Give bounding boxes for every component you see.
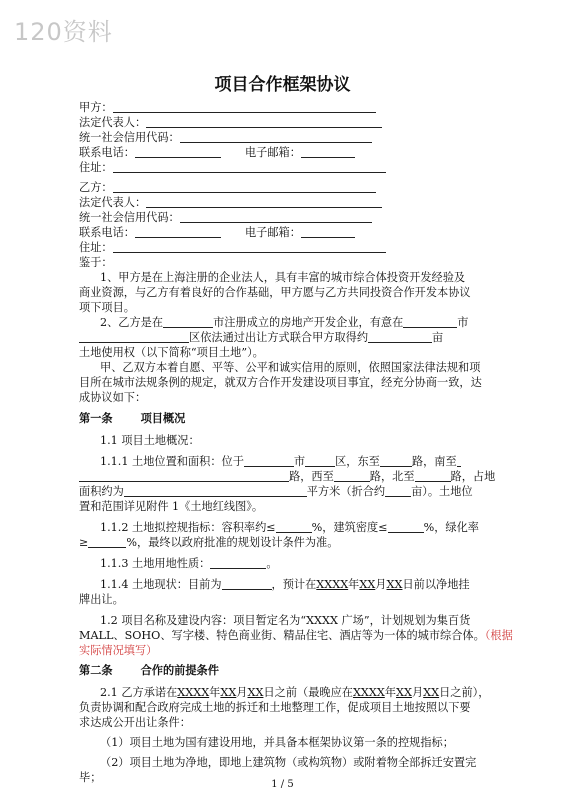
text: 市 (457, 316, 469, 329)
text: 路，西至 (289, 470, 334, 483)
year: XXXX (352, 686, 385, 699)
text: ≥ (79, 536, 89, 549)
para3-line2: 目所在城市法规条例的规定，就双方合作开发建设项目事宜，经充分协商一致，达 (79, 376, 482, 389)
s2-1-line2: 负责协调和配合政府完成土地的拆迁和土地整理工作，促成项目土地按照以下要 (79, 701, 471, 714)
text: 路，占地 (450, 470, 496, 483)
text: 1.1.1 土地位置和面积：位于 (100, 455, 244, 468)
s1-1-2-line2 (79, 536, 338, 550)
label: 法定代表人： (79, 196, 147, 209)
party-b-address-line (79, 241, 386, 255)
day: XX (247, 686, 264, 699)
text: 1.1.4 土地现状：目前为 (100, 578, 222, 591)
text: 日前以净地挂 (402, 578, 470, 591)
month: XX (396, 686, 412, 699)
party-b-name-line (79, 181, 376, 195)
article-number: 第二条 (79, 664, 113, 677)
article-title: 项目概况 (140, 412, 186, 425)
party-a-name-line (79, 101, 376, 115)
condition-2-line1: （2）项目土地为净地，即地上建筑物（或构筑物）或附着物全部拆迁安置完 (100, 756, 477, 769)
text: 月 (411, 686, 424, 699)
article-title: 合作的前提条件 (140, 664, 219, 677)
whereas-heading: 鉴于： (79, 256, 113, 269)
year: XXXX (177, 686, 210, 699)
label: 电子邮箱： (244, 226, 301, 239)
s1-1-4-line2: 牌出让。 (79, 593, 124, 606)
s1-2-line3-note: 实际情况填写） (79, 644, 158, 657)
text: 路，北至 (369, 470, 415, 483)
party-a-rep-line (79, 116, 382, 130)
text: %，最终以政府批准的规划设计条件为准。 (126, 536, 339, 549)
text: 市 (293, 455, 306, 468)
text: 日之前）， (439, 686, 490, 699)
article-2-heading (79, 664, 219, 678)
para1-line1: 1、甲方是在上海注册的企业法人，具有丰富的城市综合体投资开发经验及 (100, 271, 466, 284)
text: MALL、SOHO、写字楼、特色商业街、精品住宅、酒店等为一体的城市综合体。 (79, 629, 485, 642)
label: 联系电话： (79, 146, 135, 159)
text: 年 (209, 686, 221, 699)
text: %，绿化率 (423, 521, 479, 534)
day: XX (423, 686, 440, 699)
document-title: 项目合作框架协议 (214, 75, 351, 95)
text: 亩）。土地位 (411, 485, 473, 498)
para1-line2: 商业资源，与乙方有着良好的合作基础，甲方愿与乙方共同投资合作开发本协议 (79, 286, 471, 299)
para2-line3: 土地使用权（以下简称“项目土地”）。 (79, 346, 264, 359)
para3-line3: 成协议如下： (79, 391, 147, 404)
label: 法定代表人： (79, 116, 147, 129)
text: 2.1 乙方承诺在 (100, 686, 178, 699)
s1-1-1-line2 (79, 470, 495, 484)
label: 统一社会信用代码： (79, 131, 180, 144)
text: 1.1.3 土地用地性质： (100, 557, 211, 570)
text: 平方米（折合约 (306, 485, 386, 498)
label: 电子邮箱： (244, 146, 301, 159)
text: ，预计在 (271, 578, 317, 591)
text: %，建筑密度≤ (311, 521, 388, 534)
party-a-contact-line (79, 146, 355, 160)
text: 2、乙方是在 (100, 316, 164, 329)
article-1-heading (79, 412, 185, 426)
s1-2-line2 (79, 629, 513, 643)
s1-1-2-line1 (100, 521, 479, 535)
watermark: 120资料 (14, 18, 113, 46)
label: 住址： (79, 161, 113, 174)
day: XX (386, 578, 403, 591)
text: 区，东至 (335, 455, 380, 468)
text: 1.1.2 土地拟控规指标：容积率约≤ (100, 521, 276, 534)
label: 住址： (79, 241, 113, 254)
label: 联系电话： (79, 226, 135, 239)
month: XX (359, 578, 376, 591)
para2-line1 (100, 316, 468, 330)
text: 区依法通过出让方式联合甲方取得约 (189, 331, 369, 344)
party-a-credit-line (79, 131, 372, 145)
party-b-rep-line (79, 196, 382, 210)
section-1-1: 1.1 项目土地概况： (100, 434, 200, 447)
s1-1-3 (100, 557, 278, 571)
para3-line1: 甲、乙双方本着自愿、平等、公平和诚实信用的原则，依照国家法律法规和项 (100, 361, 481, 374)
note-red: （根据 (484, 629, 513, 642)
label: 甲方： (79, 101, 113, 114)
s1-1-4-line1 (100, 578, 470, 592)
condition-1: （1）项目土地为国有建设用地，并具备本框架协议第一条的控规指标； (100, 736, 454, 749)
para2-line2 (79, 331, 443, 345)
s1-2-line1: 1.2 项目名称及建设内容：项目暂定名为“XXXX 广场”，计划规划为集百货 (100, 614, 471, 627)
party-a-address-line (79, 161, 386, 175)
text: 年 (384, 686, 397, 699)
text: 市注册成立的房地产开发企业，有意在 (213, 316, 404, 329)
s1-1-1-line1 (100, 455, 461, 469)
condition-2-line2: 毕； (79, 771, 102, 784)
text: 月 (375, 578, 387, 591)
month: XX (220, 686, 237, 699)
s1-1-1-line3 (79, 485, 473, 499)
page-number: 1 / 5 (271, 779, 294, 790)
text: 年 (348, 578, 360, 591)
party-b-credit-line (79, 211, 372, 225)
s2-1-line1 (100, 686, 489, 700)
para1-line3: 项下项目。 (79, 301, 135, 314)
text: 面积约为 (79, 485, 124, 498)
s2-1-line3: 求达成公开出让条件： (79, 716, 191, 729)
text: 亩 (432, 331, 444, 344)
text: 路，南至 (411, 455, 457, 468)
s1-1-1-line4: 置和范围详见附件 1《土地红线图》。 (79, 500, 264, 513)
article-number: 第一条 (79, 412, 113, 425)
year: XXXX (316, 578, 349, 591)
label: 统一社会信用代码： (79, 211, 180, 224)
text: 。 (266, 557, 278, 570)
label: 乙方： (79, 181, 113, 194)
text: 日之前（最晚应在 (263, 686, 353, 699)
party-b-contact-line (79, 226, 355, 240)
text: 月 (236, 686, 248, 699)
